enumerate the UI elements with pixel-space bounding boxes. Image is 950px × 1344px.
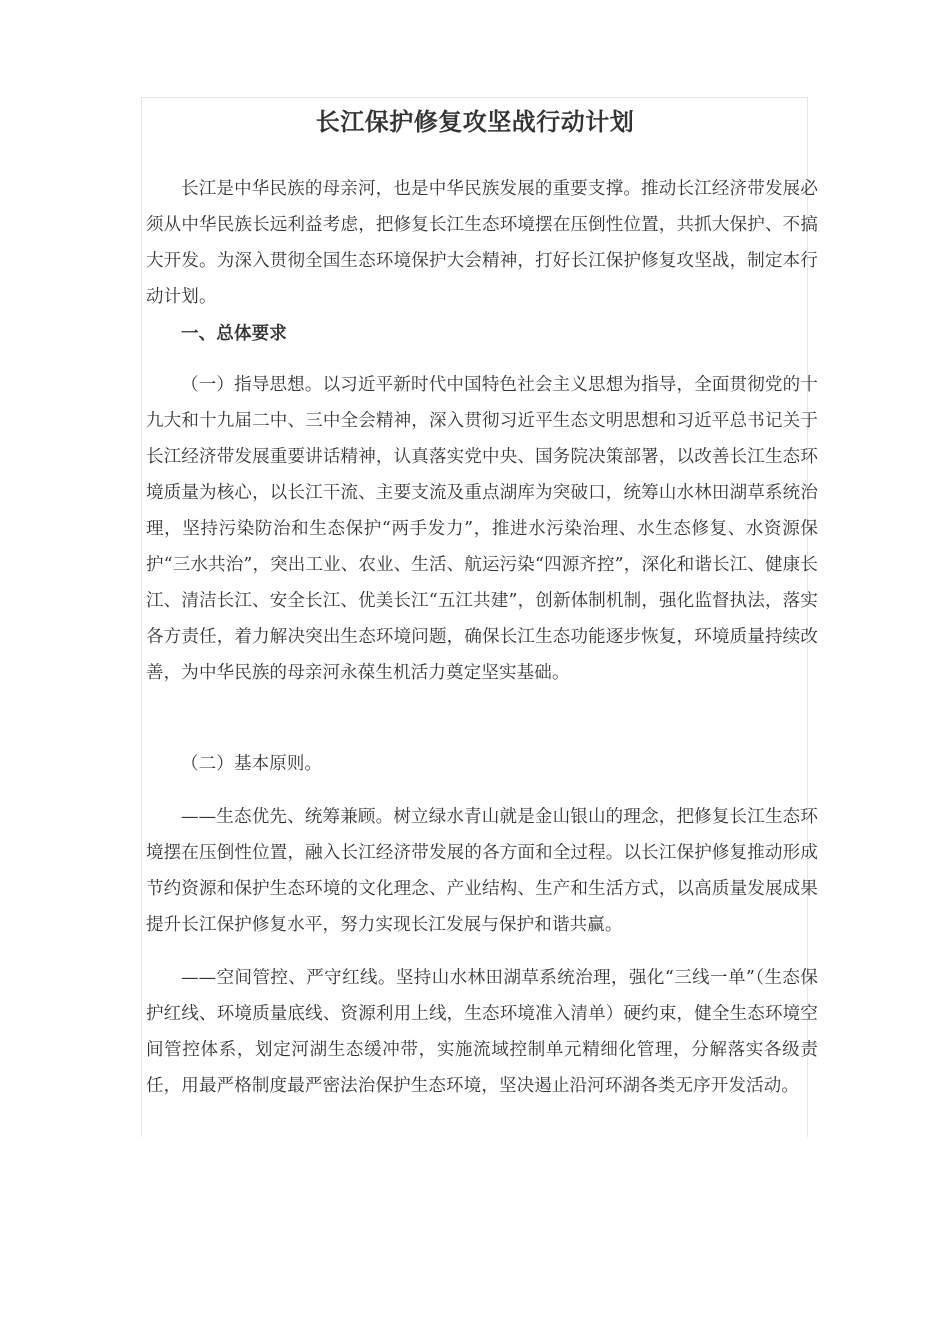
intro-section <box>146 171 818 315</box>
principle-2-section <box>146 960 818 1104</box>
principle-1-paragraph: ——生态优先、统筹兼顾。树立绿水青山就是金山银山的理念，把修复长江生态环境摆在压倒性位置，融入长江经济带发展的各方面和全过程。以长江保护修复推动形成节约资源和保护生态环境的文化理念、产业结构、生产和生活方式，以高质量发展成果提升长江保护修复水平，努力实现长江发展与保护和谐共赢。 <box>146 807 818 935</box>
basic-principles-heading: （二）基本原则。 <box>181 754 323 774</box>
principle-2-paragraph: ——空间管控、严守红线。坚持山水林田湖草系统治理，强化“三线一单”（生态保护红线、环境质量底线、资源利用上线，生态环境准入清单）硬约束，健全生态环境空间管控体系，划定河湖生态缓冲带，实施流域控制单元精细化管理，分解落实各级责任，用最严格制度最严密法治保护生态环境，坚决遏止沿河环湖各类无序开发活动。 <box>146 968 818 1096</box>
guiding-thought-paragraph: （一）指导思想。以习近平新时代中国特色社会主义思想为指导，全面贯彻党的十九大和十九届二中、三中全会精神，深入贯彻习近平生态文明思想和习近平总书记关于长江经济带发展重要讲话精神，认真落实党中央、国务院决策部署，以改善长江生态环境质量为核心，以长江干流、主要支流及重点湖库为突破口，统筹山水林田湖草系统治理，坚持污染防治和生态保护“两手发力”，推进水污染治理、水生态修复、水资源保护“三水共治”，突出工业、农业、生活、航运污染“四源齐控”，深化和谐长江、健康长江、清洁长江、安全长江、优美长江“五江共建”，创新体制机制，强化监督执法，落实各方责任，着力解决突出生态环境问题，确保长江生态功能逐步恢复，环境质量持续改善，为中华民族的母亲河永葆生机活力奠定坚实基础。 <box>146 375 818 683</box>
section-1-heading: 一、总体要求 <box>181 324 287 344</box>
intro-paragraph: 长江是中华民族的母亲河，也是中华民族发展的重要支撑。推动长江经济带发展必须从中华民族长远利益考虑，把修复长江生态环境摆在压倒性位置，共抓大保护、不搞大开发。为深入贯彻全国生态环境保护大会精神，打好长江保护修复攻坚战，制定本行动计划。 <box>146 179 818 307</box>
section-1-heading-block <box>146 316 818 352</box>
principle-1-section <box>146 799 818 943</box>
document-title: 长江保护修复攻坚战行动计划 <box>315 107 635 136</box>
guiding-thought-section <box>146 367 818 691</box>
basic-principles-section <box>146 746 818 782</box>
